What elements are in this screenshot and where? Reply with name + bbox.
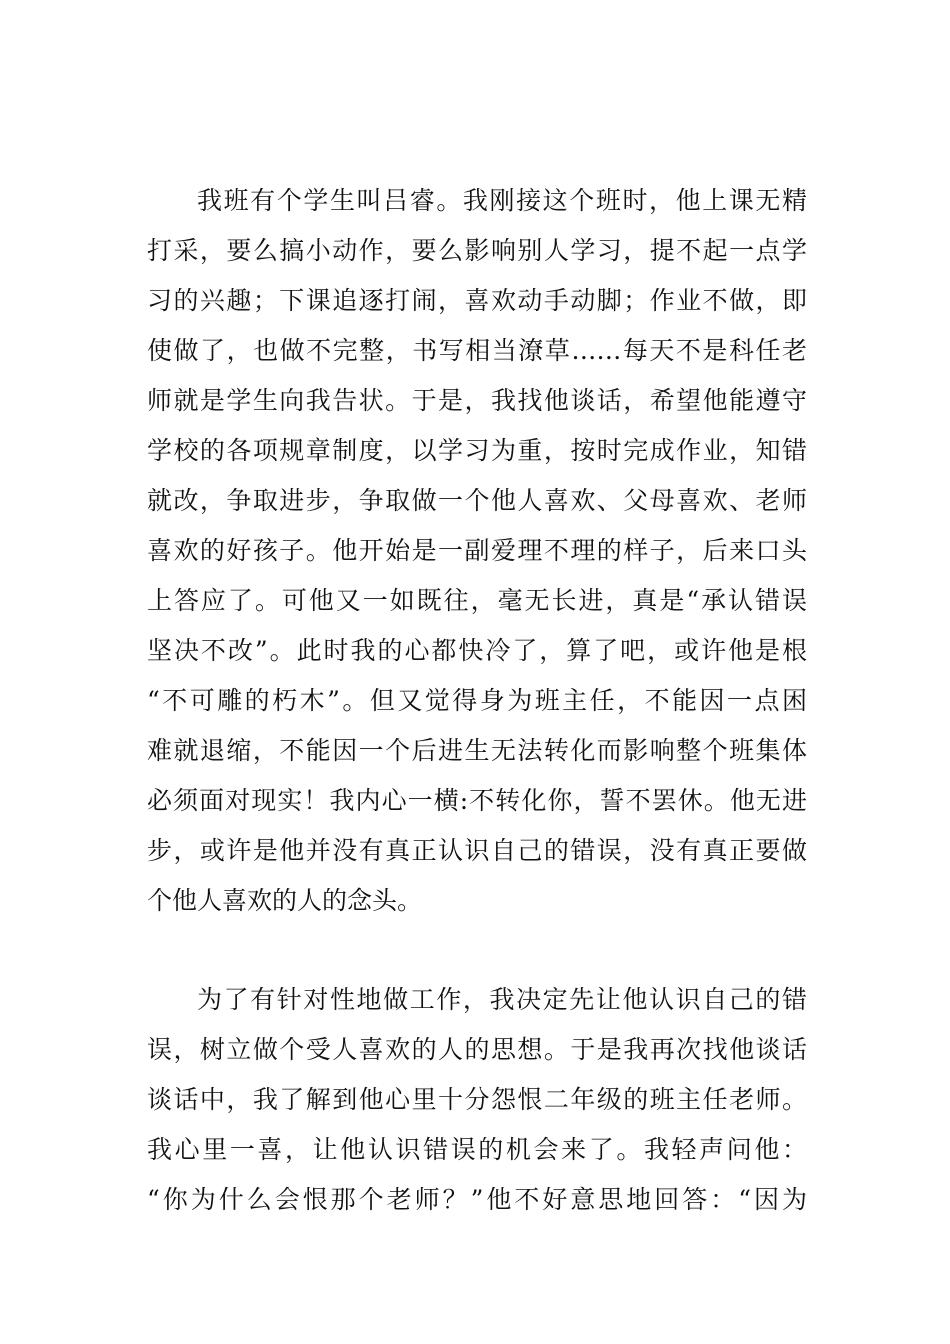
text-line: 谈话中，我了解到他心里十分怨恨二年级的班主任老师。 [147,1085,807,1114]
text-line: 个他人喜欢的人的念头。 [147,886,423,915]
text-line: 习的兴趣；下课追逐打闹，喜欢动手动脚；作业不做，即 [147,286,807,315]
text-line: 必须面对现实！我内心一横:不转化你，誓不罢休。他无进 [147,786,807,815]
text-line: 难就退缩，不能因一个后进生无法转化而影响整个班集体 [147,736,807,765]
text-line: 师就是学生向我告状。于是，我找他谈话，希望他能遵守 [147,386,807,415]
text-line: 学校的各项规章制度，以学习为重，按时完成作业，知错 [147,436,807,465]
text-line: 使做了，也做不完整，书写相当潦草……每天不是科任老 [147,336,807,365]
text-line: 就改，争取进步，争取做一个他人喜欢、父母喜欢、老师 [147,486,807,515]
text-line: 打采，要么搞小动作，要么影响别人学习，提不起一点学 [147,236,807,265]
text-line: “你为什么会恨那个老师？”他不好意思地回答：“因为 [147,1185,807,1214]
paragraph-2 [147,975,807,1225]
text-line: 我班有个学生叫吕睿。我刚接这个班时，他上课无精 [197,186,807,215]
text-line: 上答应了。可他又一如既往，毫无长进，真是“承认错误 [147,586,807,615]
text-line: 喜欢的好孩子。他开始是一副爱理不理的样子，后来口头 [147,536,807,565]
paragraph-1 [147,176,807,926]
text-line: 我心里一喜，让他认识错误的机会来了。我轻声问他： [147,1135,807,1164]
text-line: “不可雕的朽木”。但又觉得身为班主任，不能因一点困 [147,686,807,715]
text-line: 为了有针对性地做工作，我决定先让他认识自己的错 [197,985,807,1014]
text-line: 误，树立做个受人喜欢的人的思想。于是我再次找他谈话 [147,1035,807,1064]
text-line: 步，或许是他并没有真正认识自己的错误，没有真正要做 [147,836,807,865]
text-line: 坚决不改”。此时我的心都快冷了，算了吧，或许他是根 [147,636,807,665]
